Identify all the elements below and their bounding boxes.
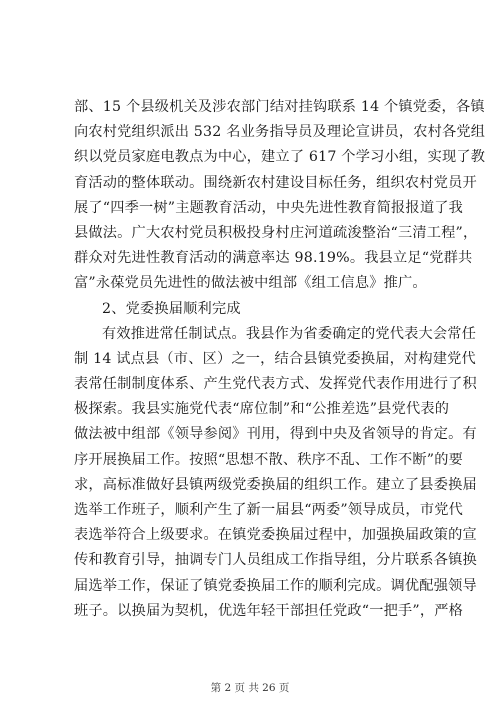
text-line: 县做法。广大农村党员积极投身村庄河道疏浚整治“三清工程”， xyxy=(74,224,478,241)
text-line: 求，高标准做好县镇两级党委换届的组织工作。建立了县委换届 xyxy=(74,476,477,493)
text-line: 展了“四季一树”主题教育活动，中央先进性教育简报报道了我 xyxy=(74,199,463,216)
text-line: 做法被中组部《领导参阅》刊用，得到中央及省领导的肯定。有 xyxy=(74,426,477,443)
text-line: 选举工作班子，顺利产生了新一届县“两委”领导成员，市党代 xyxy=(74,502,463,518)
body-text xyxy=(74,95,486,624)
page-number-footer: 第 2 页 共 26 页 xyxy=(210,682,290,694)
text-line: 班子。以换届为契机，优选年轻干部担任党政“一把手”，严格 xyxy=(74,602,463,619)
text-line: 制 14 试点县（市、区）之一，结合县镇党委换届，对构建党代 xyxy=(74,350,476,367)
text-line: 传和教育引导，抽调专门人员组成工作指导组，分片联系各镇换 xyxy=(74,552,477,569)
text-line: 表常任制制度体系、产生党代表方式、发挥党代表作用进行了积 xyxy=(74,376,477,393)
text-line: 表选举符合上级要求。在镇党委换届过程中，加强换届政策的宣 xyxy=(74,527,477,544)
text-line: 极探索。我县实施党代表“席位制”和“公推差选”县党代表的 xyxy=(74,401,450,418)
text-line: 向农村党组织派出 532 名业务指导员及理论宣讲员，农村各党组 xyxy=(74,124,486,141)
text-line: 2、党委换届顺利完成 xyxy=(102,300,241,317)
text-line: 织以党员家庭电教点为中心，建立了 617 个学习小组，实现了教 xyxy=(74,149,486,166)
text-line: 有效推进常任制试点。我县作为省委确定的党代表大会常任 xyxy=(102,325,477,342)
text-line: 群众对先进性教育活动的满意率达 98.19%。我县立足“党群共 xyxy=(74,250,473,267)
text-line: 部、15 个县级机关及涉农部门结对挂钩联系 14 个镇党委，各镇 xyxy=(74,99,485,115)
text-line: 育活动的整体联动。围绕新农村建设目标任务，组织农村党员开 xyxy=(74,174,477,191)
text-line: 富”永葆党员先进性的做法被中组部《组工信息》推广。 xyxy=(74,275,427,292)
text-line: 序开展换届工作。按照“思想不散、秩序不乱、工作不断”的要 xyxy=(74,451,463,468)
text-line: 届选举工作，保证了镇党委换届工作的顺利完成。调优配强领导 xyxy=(74,577,477,594)
